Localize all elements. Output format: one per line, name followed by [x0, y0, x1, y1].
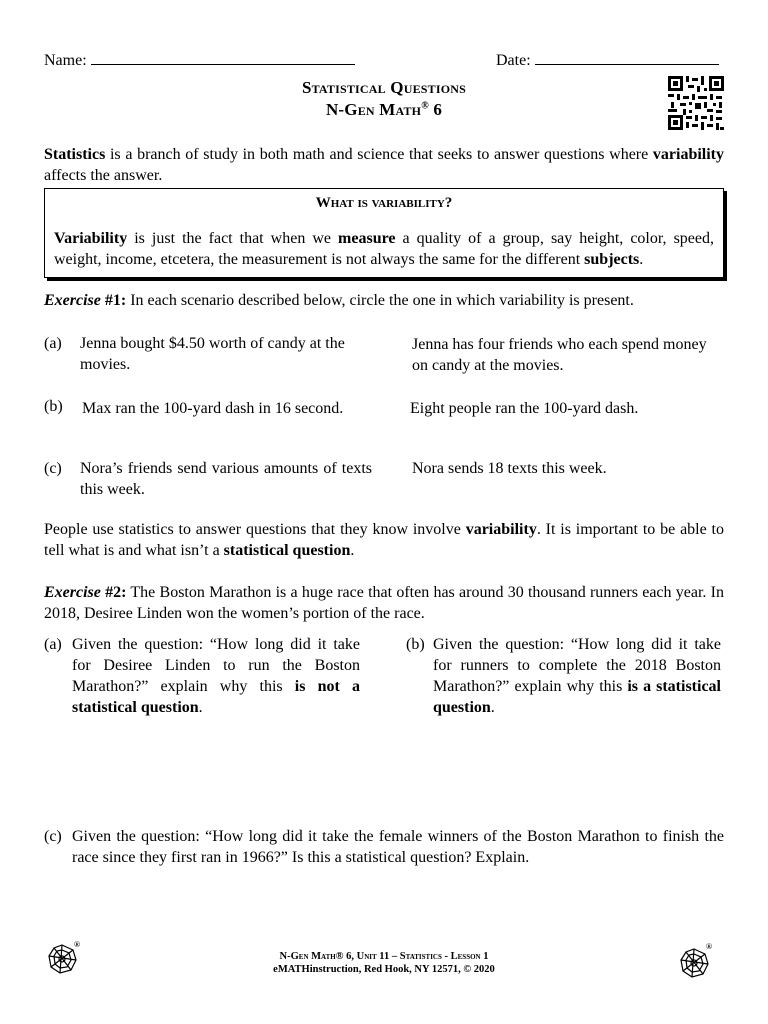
ex1-a-letter: (a): [44, 335, 62, 352]
ex2-a-text: Given the question: “How long did it take for Desiree Linden to run the Boston Marathon?” explain why this: [72, 636, 360, 695]
date-field: [496, 48, 719, 71]
ex1-b-left-option[interactable]: Max ran the 100-yard dash in 16 second.: [82, 400, 344, 417]
definition-box-title: What is variability?: [315, 195, 453, 211]
statistics-paragraph: [44, 519, 724, 561]
exercise-2-prompt: [44, 582, 724, 624]
page-title: Statistical Questions: [301, 78, 467, 97]
ex2-a-bold: is not a statistical question: [72, 678, 361, 716]
para2-text-2: . It is important to be able to tell what is and what isn’t a: [44, 521, 725, 559]
page-subtitle: [0, 100, 768, 120]
ex2-b-question: [433, 634, 721, 718]
exercise-label: Exercise: [44, 292, 101, 309]
name-label: Name:: [44, 52, 87, 69]
ex2-c-letter: (c): [44, 828, 62, 845]
subtitle-main: N-Gen Math: [325, 100, 422, 119]
term-variability: variability: [465, 521, 537, 538]
definition-text: [54, 228, 714, 270]
footer-line-2: [0, 963, 768, 976]
term-variability: Variability: [54, 230, 128, 247]
term-measure: measure: [338, 230, 396, 247]
exercise-1-prompt: [44, 290, 734, 311]
ex2-a-end: .: [198, 699, 203, 716]
ex2-a-answer-space[interactable]: [72, 722, 360, 818]
qr-code-icon[interactable]: [668, 76, 724, 130]
ex2-a-question: [72, 634, 360, 718]
def-text-2: a quality of a group, say height, color, speed, weight, income, etcetera, the measurement is not always the same for the different: [54, 230, 715, 268]
logo-left-registered: ®: [74, 940, 80, 949]
date-label: Date:: [496, 52, 531, 69]
date-blank[interactable]: [535, 48, 719, 65]
ex1-c-letter: (c): [44, 460, 62, 477]
ex2-a-letter: (a): [44, 636, 62, 653]
ex1-c-right-option[interactable]: Nora sends 18 texts this week.: [412, 460, 607, 477]
term-statistics: Statistics: [44, 146, 106, 163]
def-text-1: is just the fact that when we: [127, 230, 339, 247]
ex2-c-answer-space[interactable]: [72, 872, 724, 932]
term-variability: variability: [652, 146, 724, 163]
ex2-b-text: Given the question: “How long did it take for runners to complete the 2018 Boston Marathon?” explain why this: [433, 636, 721, 695]
intro-paragraph: [44, 144, 724, 186]
footer-publisher: eMATHinstruction, Red Hook, NY 12571, © 2020: [273, 964, 495, 975]
ex2-b-end: .: [490, 699, 495, 716]
para2-text-1: People use statistics to answer questions that they know involve: [44, 521, 466, 538]
def-text-3: .: [639, 251, 644, 268]
ex2-b-letter: (b): [406, 636, 425, 653]
intro-text-1: is a branch of study in both math and science that seeks to answer questions where: [105, 146, 653, 163]
ex1-b-right-option[interactable]: Eight people ran the 100-yard dash.: [410, 400, 639, 417]
subtitle-registered: ®: [421, 100, 429, 112]
ex2-c-question: Given the question: “How long did it take the female winners of the Boston Marathon to finish the race since they first ran in 1966?” Is this a statistical question? Explain.: [72, 828, 724, 866]
exercise-number: #2:: [100, 584, 127, 601]
term-subjects: subjects: [584, 251, 640, 268]
ex2-b-bold: is a statistical question: [433, 678, 721, 716]
ex1-a-right-option[interactable]: Jenna has four friends who each spend money on candy at the movies.: [412, 336, 707, 374]
exercise-1-text: In each scenario described below, circle the one in which variability is present.: [126, 292, 634, 309]
name-field: [44, 48, 355, 71]
term-statistical-question: statistical question: [223, 542, 351, 559]
ex1-c-left-option[interactable]: Nora’s friends send various amounts of texts this week.: [80, 460, 372, 498]
logo-right-registered: ®: [706, 942, 712, 951]
exercise-number: #1:: [100, 292, 127, 309]
ex2-b-answer-space[interactable]: [433, 722, 721, 818]
para2-text-3: .: [350, 542, 355, 559]
subtitle-number: 6: [428, 100, 443, 119]
ex1-b-letter: (b): [44, 398, 63, 415]
ex1-a-left-option[interactable]: Jenna bought $4.50 worth of candy at the movies.: [80, 335, 345, 373]
exercise-label: Exercise: [44, 584, 101, 601]
name-blank[interactable]: [91, 48, 355, 65]
exercise-2-text: The Boston Marathon is a huge race that often has around 30 thousand runners each year. In 2018, Desiree Linden won the women’s portion of the race.: [44, 584, 724, 622]
intro-text-2: affects the answer.: [44, 167, 163, 184]
footer-line-1: N-Gen Math® 6, Unit 11 – Statistics - Lesson 1: [279, 951, 489, 962]
